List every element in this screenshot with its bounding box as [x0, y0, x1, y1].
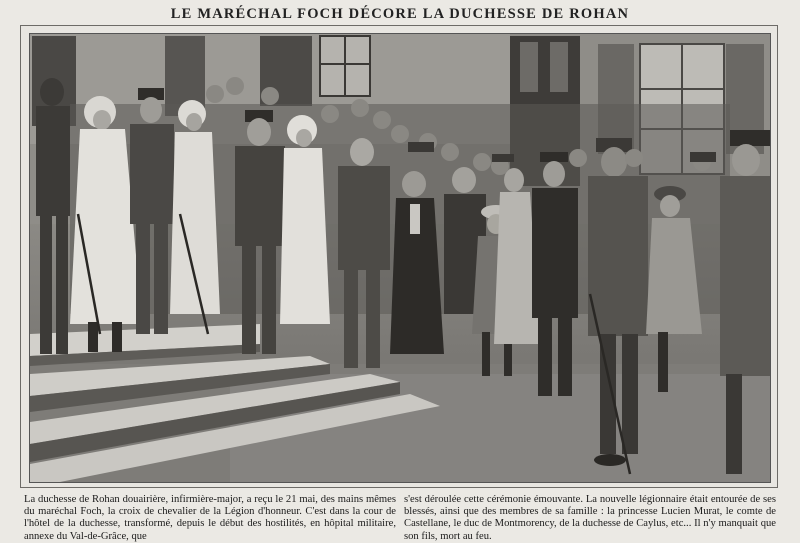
caption-left-column: La duchesse de Rohan douairière, infirmière-major, a reçu le 21 mai, des mains mêmes du maréchal Foch, la croix de chevalier de la Légion d'honneur. C'est dans la cour de l'hôtel de la duchesse, transformé, depuis le début des hostilités, en hôpital militaire, annexe du Val-de-Grâce, que: [24, 494, 396, 542]
photograph-illustration: [30, 34, 770, 482]
ceremony-photograph: [29, 33, 771, 483]
photo-frame: [20, 25, 778, 488]
caption-right-column: s'est déroulée cette cérémonie émouvante. La nouvelle légionnaire était entourée de ses blessés, ainsi que des membres de sa famille : la princesse Lucien Murat, le comte de Castellane, le duc de Montmorency, de la duchesse de Caylus, etc... Il n'y manquait que son fils, mort au feu.: [404, 494, 776, 542]
article-headline: LE MARÉCHAL FOCH DÉCORE LA DUCHESSE DE ROHAN: [170, 6, 630, 22]
